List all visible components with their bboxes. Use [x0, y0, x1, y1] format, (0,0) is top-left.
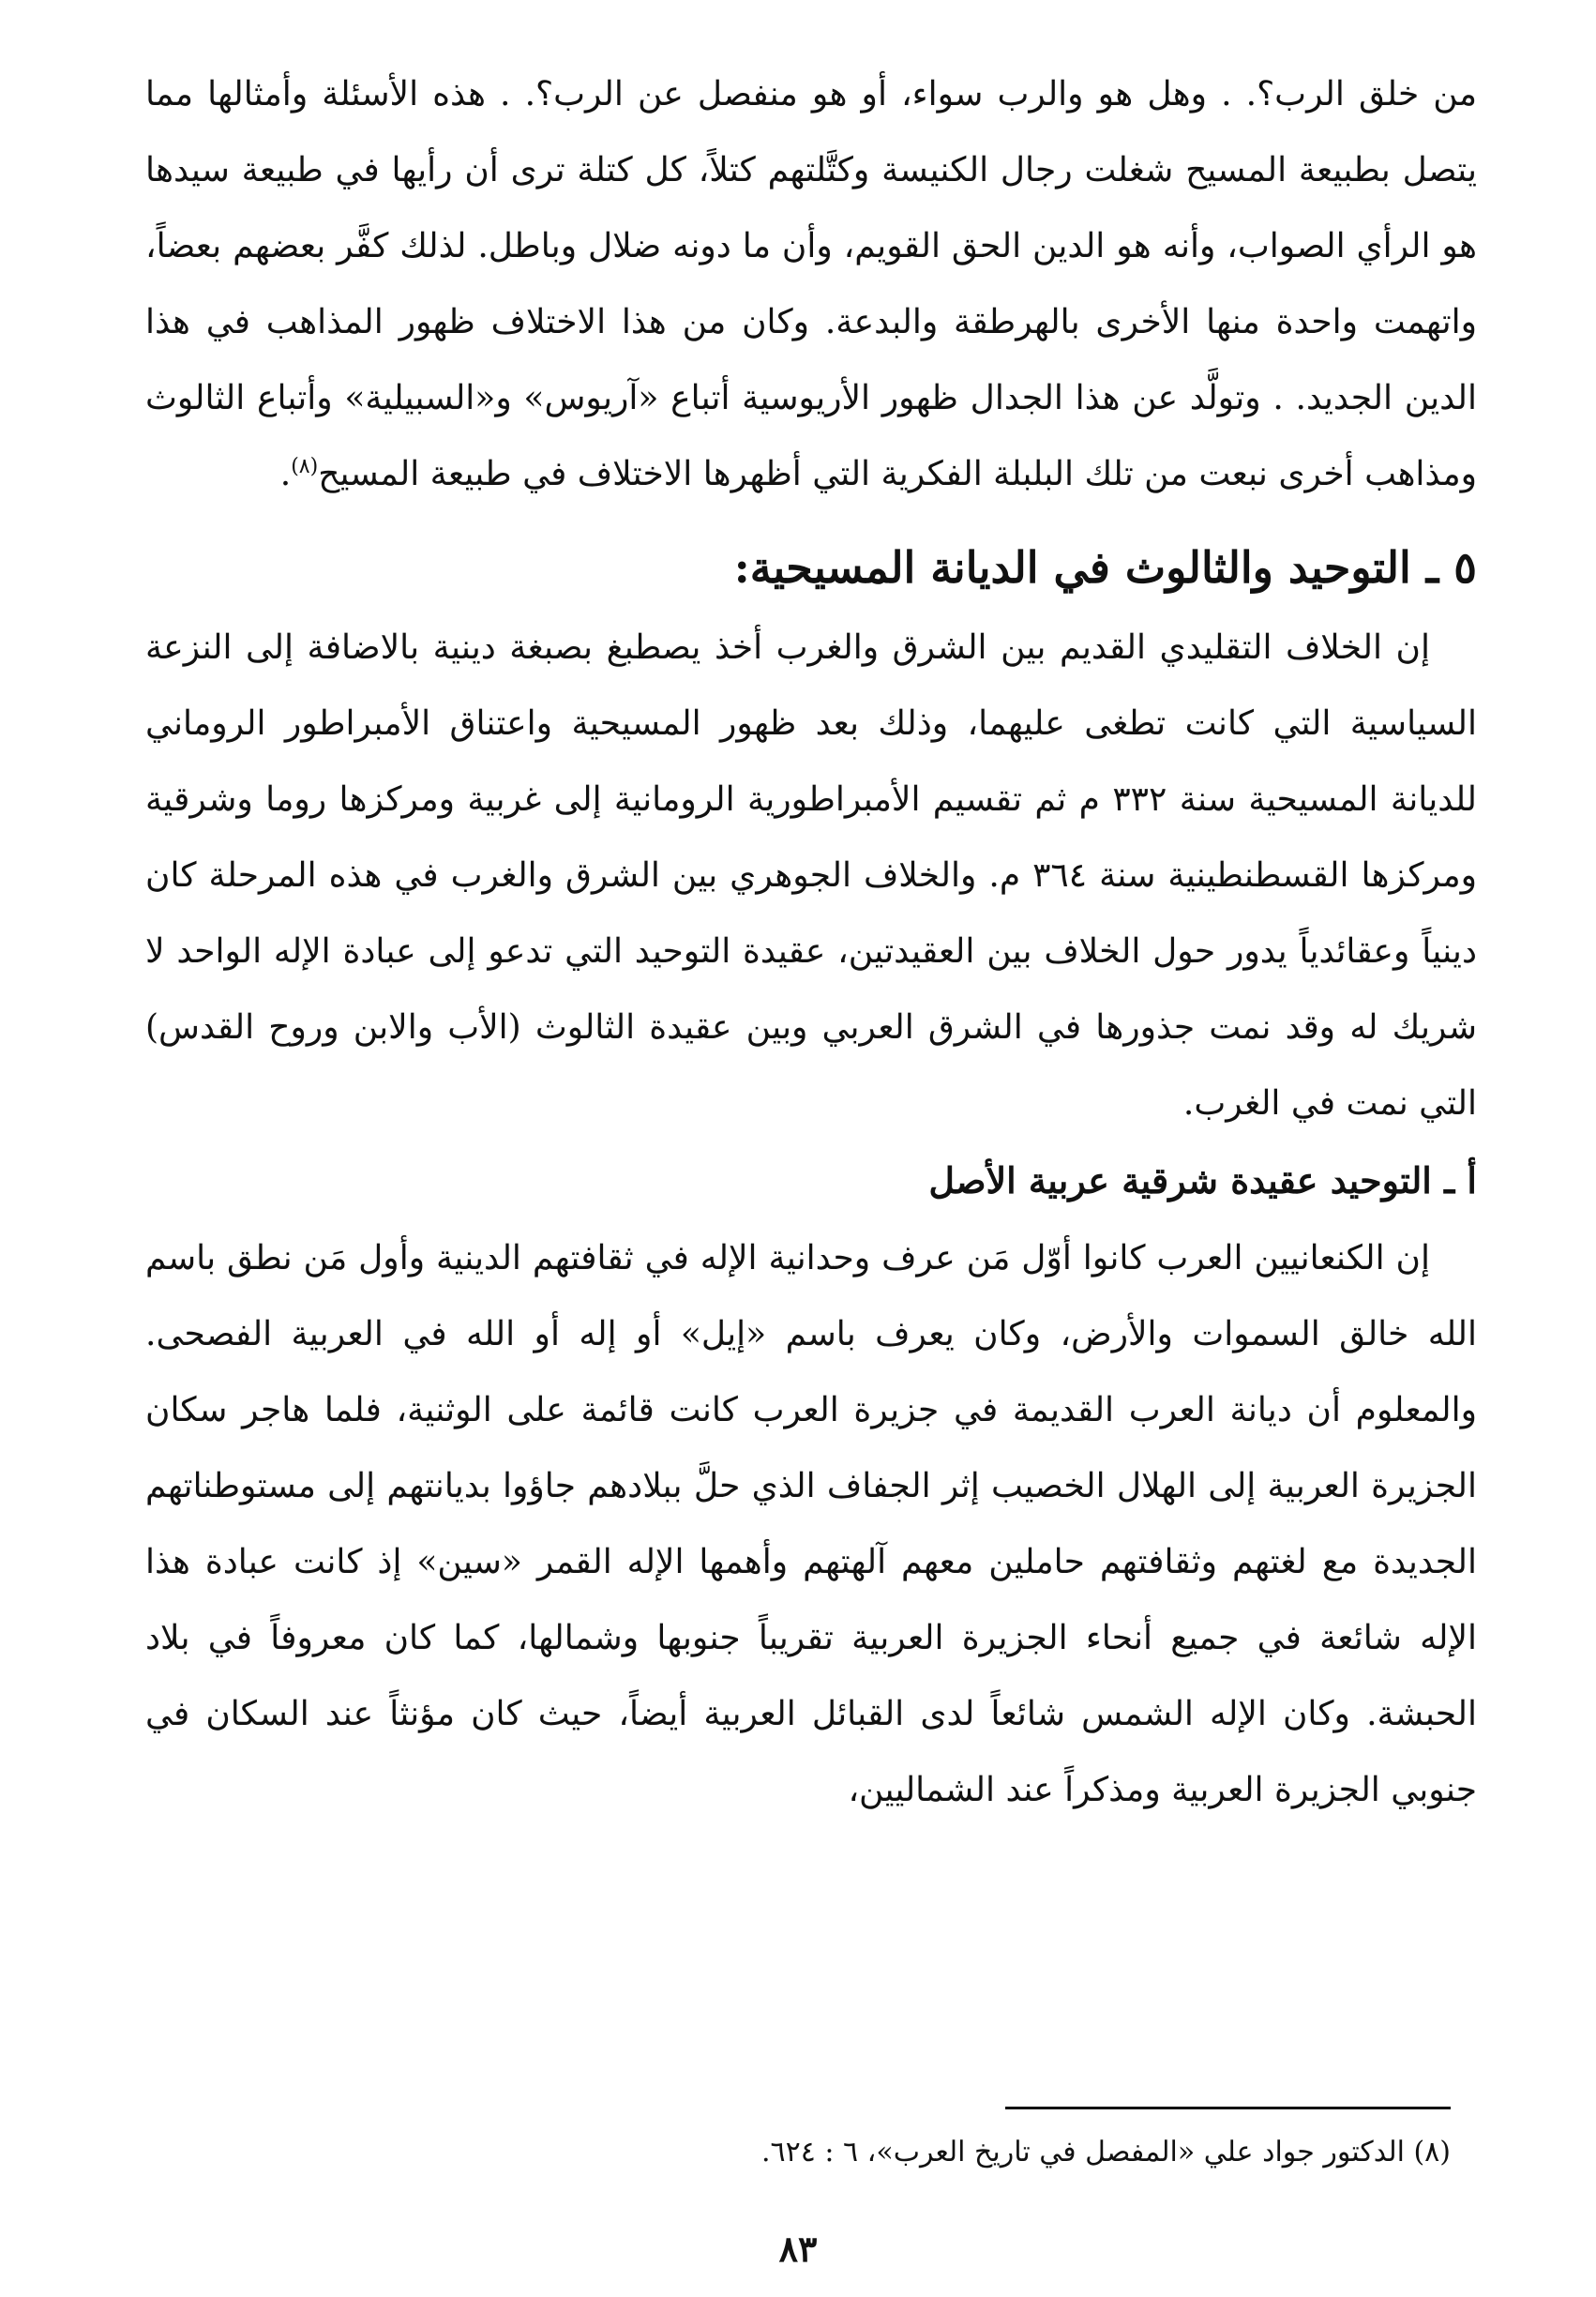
paragraph-1 — [145, 56, 1477, 512]
page-number: ٨٣ — [778, 2228, 818, 2270]
paragraph-3: إن الكنعانيين العرب كانوا أوّل مَن عرف وحدانية الإله في ثقافتهم الدينية وأول مَن نطق باسم الله خالق السموات والأرض، وكان يعرف باسم «إيل» أو إله أو الله في العربية الفصحى. والمعلوم أن ديانة العرب القديمة في جزيرة العرب كانت قائمة على الوثنية، فلما هاجر سكان الجزيرة العربية إلى الهلال الخصيب إثر الجفاف الذي حلَّ ببلادهم جاؤوا بديانتهم إلى مستوطناتهم الجديدة مع لغتهم وثقافتهم حاملين معهم آلهتهم وأهمها الإله القمر «سين» إذ كانت عبادة هذا الإله شائعة في جميع أنحاء الجزيرة العربية تقريباً جنوبها وشمالها، كما كان معروفاً في بلاد الحبشة. وكان الإله الشمس شائعاً لدى القبائل العربية أيضاً، حيث كان مؤنثاً عند السكان في جنوبي الجزيرة العربية ومذكراً عند الشماليين، — [145, 1239, 1477, 1809]
paragraph-1-text: من خلق الرب؟. . وهل هو والرب سواء، أو هو منفصل عن الرب؟. . هذه الأسئلة وأمثالها مما يتصل بطبيعة المسيح شغلت رجال الكنيسة وكتَّلتهم كتلاً، كل كتلة ترى أن رأيها في طبيعة سيدها هو الرأي الصواب، وأنه هو الدين الحق القويم، وأن ما دونه ضلال وباطل. لذلك كفَّر بعضهم بعضاً، واتهمت واحدة منها الأخرى بالهرطقة والبدعة. وكان من هذا الاختلاف ظهور المذاهب في هذا الدين الجديد. . وتولَّد عن هذا الجدال ظهور الأريوسية أتباع «آريوس» و«السبيلية» وأتباع الثالوث ومذاهب أخرى نبعت من تلك البلبلة الفكرية التي أظهرها الاختلاف في طبيعة المسيح — [145, 75, 1477, 493]
page-body — [145, 56, 1477, 1828]
footnote-reference[interactable]: (٨) — [291, 455, 319, 478]
section-heading: ٥ ـ التوحيد والثالوث في الديانة المسيحية: — [733, 542, 1477, 593]
footnote: (٨) الدكتور جواد علي «المفصل في تاريخ العرب»، ٦ : ٦٢٤. — [760, 2136, 1451, 2169]
paragraph-1-end: . — [279, 455, 292, 493]
sub-heading: أ ـ التوحيد عقيدة شرقية عربية الأصل — [928, 1159, 1477, 1201]
footnote-divider — [1005, 2107, 1451, 2109]
paragraph-2: إن الخلاف التقليدي القديم بين الشرق والغرب أخذ يصطبغ بصبغة دينية بالاضافة إلى النزعة السياسية التي كانت تطغى عليهما، وذلك بعد ظهور المسيحية واعتناق الأمبراطور الروماني للديانة المسيحية سنة ٣٣٢ م ثم تقسيم الأمبراطورية الرومانية إلى غربية ومركزها روما وشرقية ومركزها القسطنطينية سنة ٣٦٤ م. والخلاف الجوهري بين الشرق والغرب في هذه المرحلة كان دينياً وعقائدياً يدور حول الخلاف بين العقيدتين، عقيدة التوحيد التي تدعو إلى عبادة الإله الواحد لا شريك له وقد نمت جذورها في الشرق العربي وبين عقيدة الثالوث (الأب والابن وروح القدس) التي نمت في الغرب. — [145, 628, 1478, 1123]
